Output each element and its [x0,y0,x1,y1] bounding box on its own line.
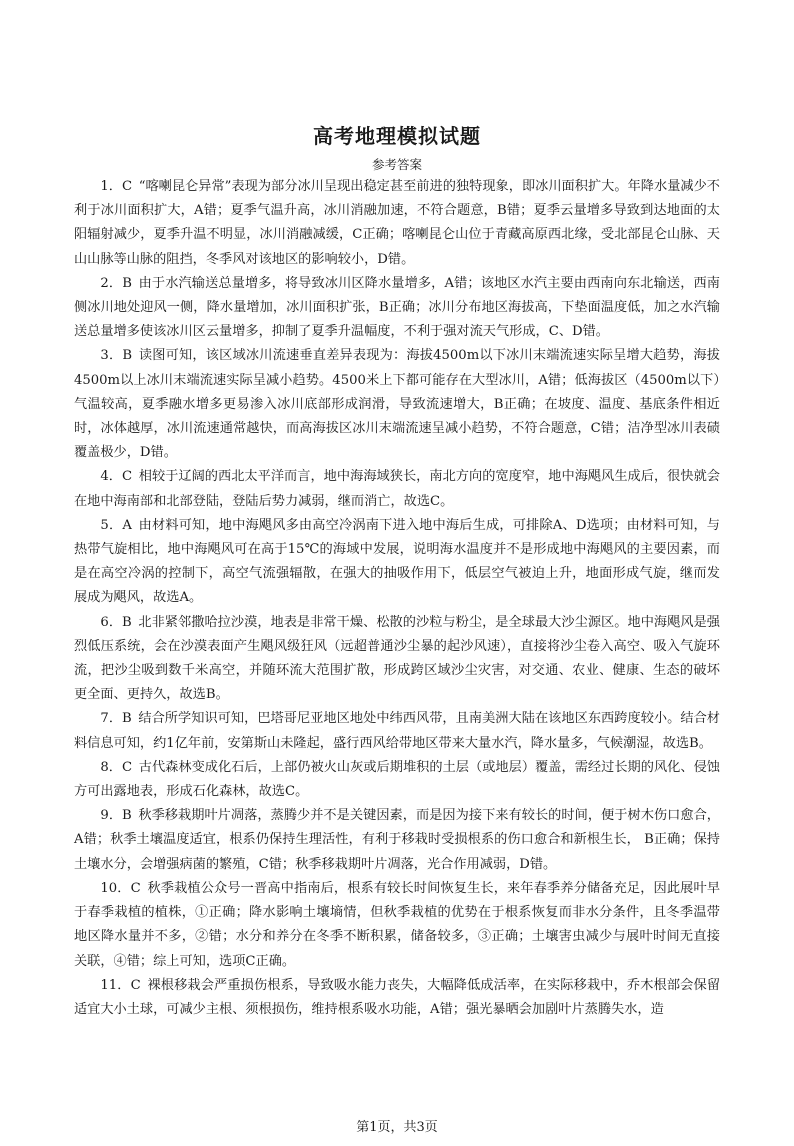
answer-number: 7．B [100,711,132,727]
answer-item [74,465,720,513]
answer-number: 2．B [100,275,132,291]
page-number: 第1页，共3页 [356,1120,438,1135]
answer-item [74,175,720,272]
answer-number: 8．C [100,759,133,775]
answer-item [74,272,720,345]
answer-item [74,344,720,465]
answer-number: 6．B [100,614,132,630]
answer-number: 11．C [100,977,141,993]
answer-item [74,756,720,804]
answer-number: 1．C [100,179,133,194]
answer-number: 4．C [100,469,133,485]
answer-text: 由材料可知，地中海飓风多由高空冷涡南下进入地中海后生成，可排除A、D选项；由材料可知，与热带气旋相比，地中海飓风可在高于15℃的海域中发展，说明海水温度并不是形成地中海飓风的主要因素，而是在高空冷涡的控制下，高空气流强辐散，在强大的抽吸作用下，低层空气被迫上升，地面形成气旋，继而发展成为飓风，故选A。 [74,517,720,606]
answer-text: 北非紧邻撒哈拉沙漠，地表是非常干燥、松散的沙粒与粉尘，是全球最大沙尘源区。地中海飓风是强烈低压系统，会在沙漠表面产生飓风级狂风（远超普通沙尘暴的起沙风速），直接将沙尘卷入高空、吸入气旋环流，把沙尘吸到数千米高空，并随环流大范围扩散，形成跨区域沙尘灾害，对交通、农业、健康、生态的破坏更全面、更持久，故选B。 [74,614,720,703]
answer-text: 由于水汽输送总量增多，将导致冰川区降水量增多，A错；该地区水汽主要由西南向东北输送，西南侧冰川地处迎风一侧，降水量增加，冰川面积扩张，B正确；冰川分布地区海拔高，下垫面温度低，加之水汽输送总量增多使该冰川区云量增多，抑制了夏季升温幅度，不利于强对流天气形成，C、D错。 [74,275,720,340]
answer-number: 10．C [100,880,141,896]
page-title: 高考地理模拟试题 [313,124,481,148]
answer-item [74,877,720,974]
answer-text: 秋季移栽期叶片凋落，蒸腾少并不是关键因素，而是因为接下来有较长的时间，便于树木伤口愈合，A错；秋季土壤温度适宜，根系仍保持生理活性，有利于移栽时受损根系的伤口愈合和新根生长， B正确；保持土壤水分，会增强病菌的繁殖，C错；秋季移栽期叶片凋落，光合作用减弱，D错。 [74,808,720,872]
answer-number: 9．B [100,808,132,824]
answer-item [74,514,720,611]
page-subtitle: 参考答案 [371,157,422,172]
answer-text: 裸根移栽会严重损伤根系，导致吸水能力丧失，大幅降低成活率，在实际移栽中，乔木根部会保留适宜大小土球，可减少主根、须根损伤，维持根系吸水功能，A错；强光暴晒会加剧叶片蒸腾失水，造 [74,977,720,1017]
answer-item [74,804,720,877]
answer-text: “喀喇昆仑异常”表现为部分冰川呈现出稳定甚至前进的独特现象，即冰川面积扩大。年降水量减少不利于冰川面积扩大，A错；夏季气温升高，冰川消融加速，不符合题意，B错；夏季云量增多导致到达地面的太阳辐射减少，夏季升温不明显，冰川消融减缓，C正确；喀喇昆仑山位于青藏高原西北缘，受北部昆仑山脉、天山山脉等山脉的阻挡，冬季风对该地区的影响较小，D错。 [74,179,720,267]
answer-text: 相较于辽阔的西北太平洋而言，地中海海域狭长，南北方向的宽度窄，地中海飓风生成后，很快就会在地中海南部和北部登陆，登陆后势力减弱，继而消亡，故选C。 [74,469,720,509]
answer-number: 3．B [100,348,133,364]
answer-number: 5．A [100,517,132,533]
answer-text: 读图可知，该区域冰川流速垂直差异表现为：海拔4500m以下冰川末端流速实际呈增大趋势，海拔4500m以上冰川末端流速实际呈减小趋势。4500米上下都可能存在大型冰川，A错；低海拔区（4500m以下）气温较高，夏季融水增多更易渗入冰川底部形成润滑，导致流速增大，B正确；在坡度、温度、基底条件相近时，冰体越厚，冰川流速通常越快，而高海拔区冰川末端流速呈减小趋势，不符合题意，C错；洁净型冰川表碛覆盖极少，D错。 [74,348,720,461]
answer-item [74,707,720,755]
answer-text: 结合所学知识可知，巴塔哥尼亚地区地处中纬西风带，且南美洲大陆在该地区东西跨度较小。结合材料信息可知，约1亿年前，安第斯山未隆起，盛行西风给带地区带来大量水汽，降水量多，气候潮湿，故选B。 [74,711,720,751]
answer-text: 秋季栽植公众号一晋高中指南后，根系有较长时间恢复生长，来年春季养分储备充足，因此展叶早于春季栽植的植株，①正确；降水影响土壤墒情，但秋季栽植的优势在于根系恢复而非水分条件，且冬季温带地区降水量并不多，②错；水分和养分在冬季不断积累，储备较多，③正确；土壤害虫减少与展叶时间无直接关联，④错；综上可知，选项C正确。 [74,880,720,969]
answer-item [74,974,720,1022]
answer-text: 古代森林变成化石后，上部仍被火山灰或后期堆积的土层（或地层）覆盖，需经过长期的风化、侵蚀方可出露地表，形成石化森林，故选C。 [74,759,720,800]
answer-item [74,611,720,708]
answer-list [74,175,720,1022]
